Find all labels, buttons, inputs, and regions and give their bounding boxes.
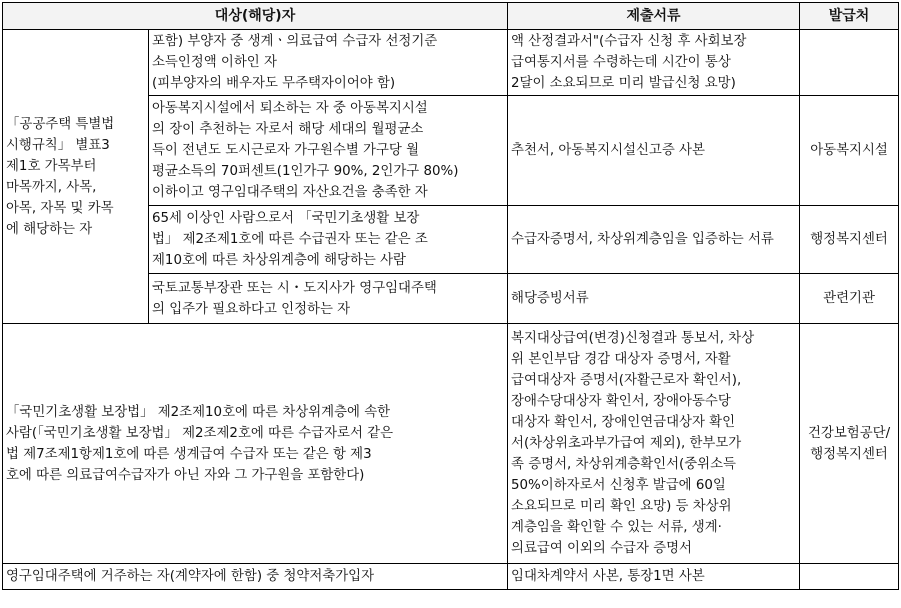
target-line: 사람(「국민기초생활 보장법」 제2조제2호에 따른 수급자로서 같은 xyxy=(6,425,394,441)
issuer-cell: 아동복지시설 xyxy=(800,96,899,206)
target-line: 이하이고 영구임대주택의 자산요건을 충족한 자 xyxy=(152,185,428,200)
header-target: 대상(해당)자 xyxy=(3,3,508,30)
target-cell xyxy=(3,324,508,564)
issuer-cell xyxy=(800,564,899,590)
target-line: 득이 전년도 도시근로자 가구원수별 가구당 월 xyxy=(152,143,420,158)
target-line: 법」 제2조제1호에 따른 수급권자 또는 같은 조 xyxy=(152,232,428,247)
group-label-line: 「공공주택 특별법 xyxy=(6,116,115,132)
target-cell xyxy=(149,206,508,274)
target-line: 아동복지시설에서 퇴소하는 자 중 아동복지시설 xyxy=(152,101,428,116)
documents-cell: 추천서, 아동복지시설신고증 사본 xyxy=(508,96,800,206)
documents-cell: 해당증빙서류 xyxy=(508,274,800,324)
documents-line: 서(차상위초과부가급여 제외), 한부모가 xyxy=(511,436,742,451)
table-row xyxy=(3,30,899,96)
group-label-cell xyxy=(3,30,149,324)
eligibility-documents-table xyxy=(2,2,899,590)
issuer-cell xyxy=(800,324,899,564)
issuer-cell: 관련기관 xyxy=(800,274,899,324)
documents-line: 2달이 소요되므로 미리 발급신청 요망) xyxy=(511,76,736,91)
group-label-line: 마목까지, 사목, xyxy=(6,179,97,195)
table-row xyxy=(3,564,899,590)
header-documents: 제출서류 xyxy=(508,3,800,30)
issuer-cell xyxy=(800,30,899,96)
documents-cell xyxy=(508,30,800,96)
group-label-line: 아목, 자목 및 카목 xyxy=(6,200,114,216)
documents-line: 계층임을 확인할 수 있는 서류, 생계· xyxy=(511,520,722,535)
target-cell xyxy=(149,274,508,324)
documents-line: 복지대상급여(변경)신청결과 통보서, 차상 xyxy=(511,331,755,346)
table-header-row xyxy=(3,3,899,30)
target-cell: 영구임대주택에 거주하는 자(계약자에 한함) 중 청약저축가입자 xyxy=(3,564,508,590)
documents-line: 대상자 확인서, 장애인연금대상자 확인 xyxy=(511,415,736,430)
documents-line: 급여통지서를 수령하는데 시간이 통상 xyxy=(511,55,731,70)
documents-line: 장애수당대상자 확인서, 장애아동수당 xyxy=(511,394,731,409)
target-line: (피부양자의 배우자도 무주택자이어야 함) xyxy=(152,76,396,91)
documents-cell: 수급자증명서, 차상위계층임을 입증하는 서류 xyxy=(508,206,800,274)
table-row xyxy=(3,324,899,564)
issuer-line: 건강보험공단/ xyxy=(807,425,891,441)
target-line: 「국민기초생활 보장법」 제2조제10호에 따른 차상위계층에 속한 xyxy=(6,404,391,420)
documents-line: 위 본인부담 경감 대상자 증명서, 자활 xyxy=(511,352,731,367)
target-line: 평균소득의 70퍼센트(1인가구 90%, 2인가구 80%) xyxy=(152,164,459,179)
target-cell xyxy=(149,30,508,96)
issuer-line: 행정복지센터 xyxy=(810,446,888,462)
documents-cell: 임대차계약서 사본, 통장1면 사본 xyxy=(508,564,800,590)
documents-cell xyxy=(508,324,800,564)
target-line: 소득인정액 이하인 자 xyxy=(152,55,277,70)
target-line: 법 제7조제1항제1호에 따른 생계급여 수급자 또는 같은 항 제3 xyxy=(6,446,372,462)
header-issuer: 발급처 xyxy=(800,3,899,30)
documents-line: 급여대상자 증명서(자활근로자 확인서), xyxy=(511,373,742,388)
group-label-line: 시행규칙」 별표3 xyxy=(6,137,110,153)
target-line: 의 입주가 필요하다고 인정하는 자 xyxy=(152,301,351,317)
documents-line: 소요되므로 미리 확인 요망) 등 차상위 xyxy=(511,499,732,514)
target-line: 포함) 부양자 중 생계ㆍ의료급여 수급자 선정기준 xyxy=(152,34,438,49)
group-label-line: 에 해당하는 자 xyxy=(6,221,93,237)
target-line: 호에 따른 의료급여수급자가 아닌 자와 그 가구원을 포함한다) xyxy=(6,467,365,483)
documents-line: 50%이하자로서 신청후 발급에 60일 xyxy=(511,478,726,493)
issuer-cell: 행정복지센터 xyxy=(800,206,899,274)
target-line: 의 장이 추천하는 자로서 해당 세대의 월평균소 xyxy=(152,122,424,137)
group-label-line: 제1호 가목부터 xyxy=(6,158,97,174)
documents-line: 액 산정결과서"(수급자 신청 후 사회보장 xyxy=(511,34,747,49)
target-line: 국토교통부장관 또는 시・도지사가 영구임대주택 xyxy=(152,280,437,296)
target-cell xyxy=(149,96,508,206)
documents-line: 의료급여 이외의 수급자 증명서 xyxy=(511,541,692,556)
target-line: 제10호에 따른 차상위계층에 해당하는 사람 xyxy=(152,253,406,268)
target-line: 65세 이상인 사람으로서 「국민기초생활 보장 xyxy=(152,211,420,226)
documents-line: 족 증명서, 차상위계층확인서(중위소득 xyxy=(511,457,736,472)
